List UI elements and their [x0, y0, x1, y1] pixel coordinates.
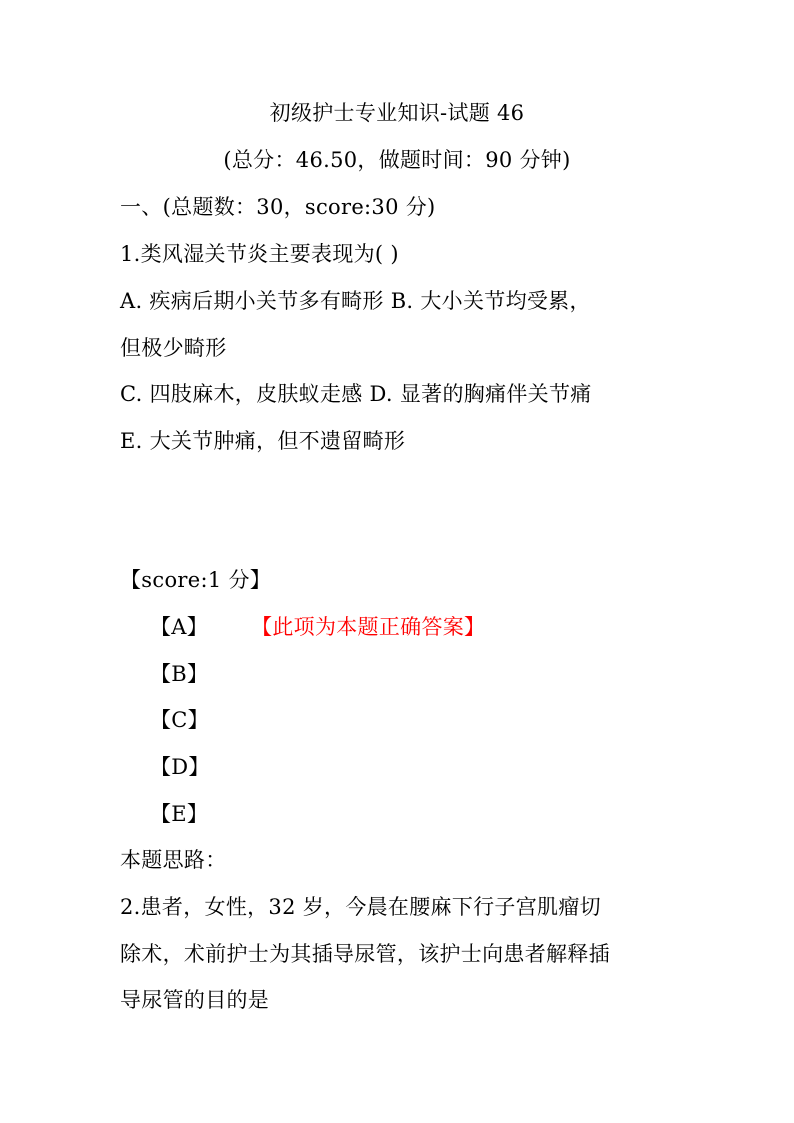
- question-2-line-2: 除术，术前护士为其插导尿管，该护士向患者解释插: [120, 942, 610, 966]
- answer-option-e: 【E】: [150, 802, 209, 826]
- question-1-options-line-4: E. 大关节肿痛，但不遗留畸形: [120, 429, 406, 453]
- question-2-line-3: 导尿管的目的是: [120, 988, 270, 1012]
- question-1-options-line-3: C. 四肢麻木，皮肤蚁走感 D. 显著的胸痛伴关节痛: [120, 382, 592, 406]
- correct-answer-note: 【此项为本题正确答案】: [251, 615, 486, 639]
- answer-option-c: 【C】: [150, 708, 209, 732]
- section-header: 一、(总题数：30，score:30 分): [120, 195, 436, 219]
- document-title: 初级护士专业知识-试题 46: [269, 101, 525, 125]
- question-2-line-1: 2.患者，女性，32 岁，今晨在腰麻下行子宫肌瘤切: [120, 895, 601, 919]
- answer-option-a: [150, 613, 485, 641]
- document-summary: (总分：46.50，做题时间：90 分钟): [223, 148, 571, 172]
- question-1-options-line-1: A. 疾病后期小关节多有畸形 B. 大小关节均受累，: [120, 289, 591, 313]
- answer-option-b: 【B】: [150, 662, 209, 686]
- question-1-score: 【score:1 分】: [120, 568, 272, 592]
- explanation-label: 本题思路：: [120, 848, 227, 872]
- answer-option-a-label: 【A】: [150, 615, 209, 639]
- question-1-options-line-2: 但极少畸形: [120, 336, 227, 360]
- question-1-stem: 1.类风湿关节炎主要表现为( ): [120, 242, 399, 266]
- answer-option-d: 【D】: [150, 755, 210, 779]
